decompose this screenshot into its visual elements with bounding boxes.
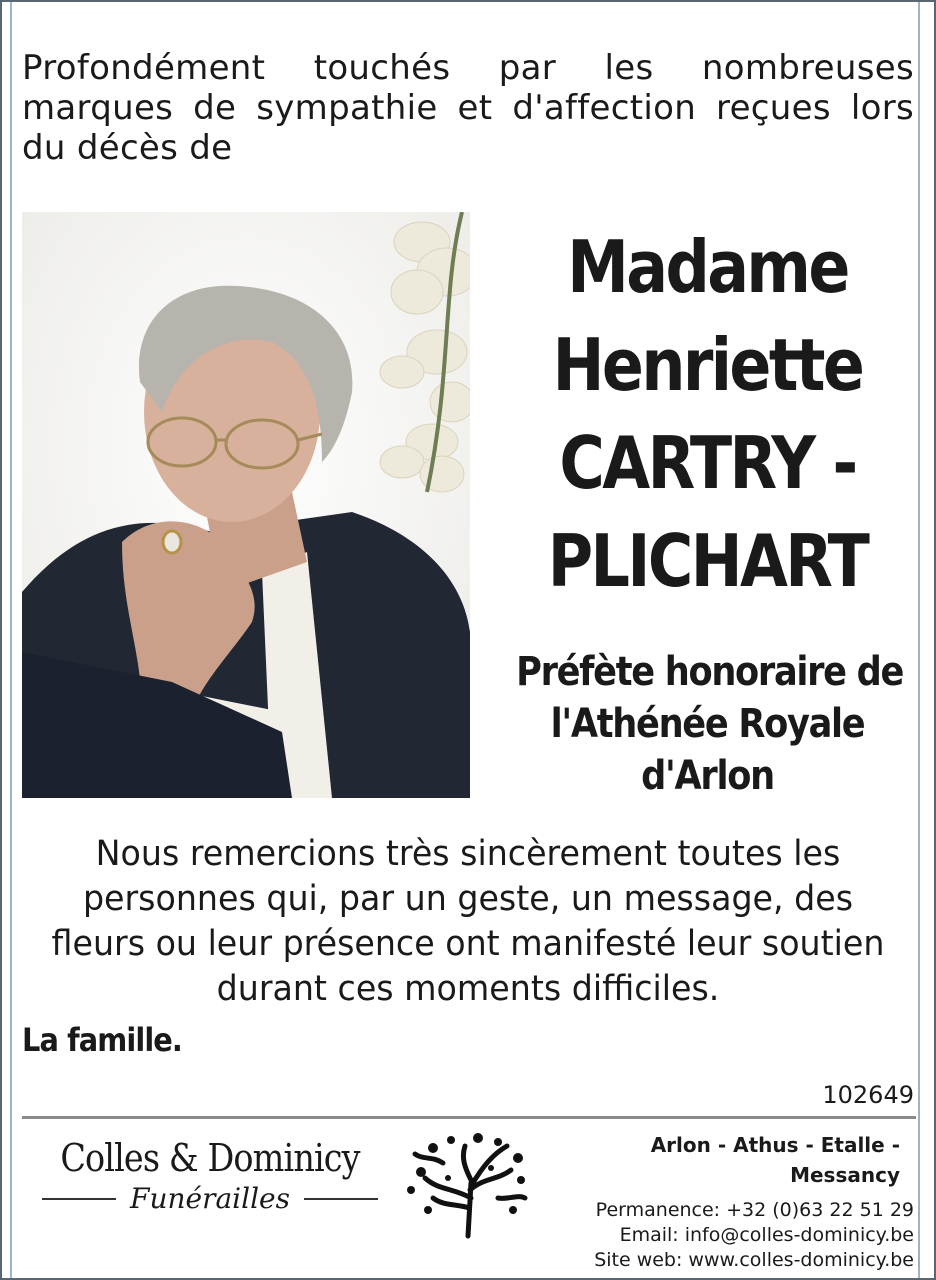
title-line: d'Arlon <box>641 753 774 799</box>
name-line: Henriette <box>552 323 863 407</box>
title-line: Préfète honoraire de <box>516 649 904 695</box>
email-text: Email: info@colles-dominicy.be <box>619 1224 914 1246</box>
funeral-home-name: Colles & Dominicy <box>60 1136 360 1180</box>
tree-icon <box>403 1128 533 1240</box>
title-line: l'Athénée Royale <box>550 701 865 747</box>
thanks-line: Nous remercions très sincèrement toutes les <box>95 834 841 874</box>
branch-cities: Arlon - Athus - Etalle - Messancy <box>650 1133 900 1187</box>
funeral-home-subtitle: Funérailles <box>130 1182 290 1215</box>
website-text: Site web: www.colles-dominicy.be <box>594 1249 914 1271</box>
deceased-title <box>516 646 904 802</box>
name-line: PLICHART <box>547 519 868 603</box>
subtitle-rule <box>304 1198 378 1200</box>
reference-number: 102649 <box>822 1081 914 1109</box>
name-line: Madame <box>567 225 848 309</box>
signature: La famille. <box>22 1021 182 1059</box>
thanks-message <box>44 832 891 1012</box>
phone-text: Permanence: +32 (0)63 22 51 29 <box>595 1199 914 1221</box>
thanks-line: durant ces moments difficiles. <box>216 969 720 1009</box>
divider <box>22 1116 916 1119</box>
thanks-line: personnes qui, par un geste, un message, des <box>82 879 854 919</box>
name-line: CARTRY - <box>559 421 856 505</box>
thanks-line: fleurs ou leur présence ont manifesté leur soutien <box>51 924 885 964</box>
subtitle-rule <box>42 1198 116 1200</box>
intro-text: Profondément touchés par les nombreuses marques de sympathie et d'affection reçues lors du décès de <box>22 48 914 168</box>
funeral-home-logo <box>30 1135 390 1217</box>
portrait-photo <box>22 212 470 798</box>
deceased-name <box>520 218 894 610</box>
funeral-home-subtitle-row <box>30 1181 390 1217</box>
contact-block <box>544 1130 914 1273</box>
